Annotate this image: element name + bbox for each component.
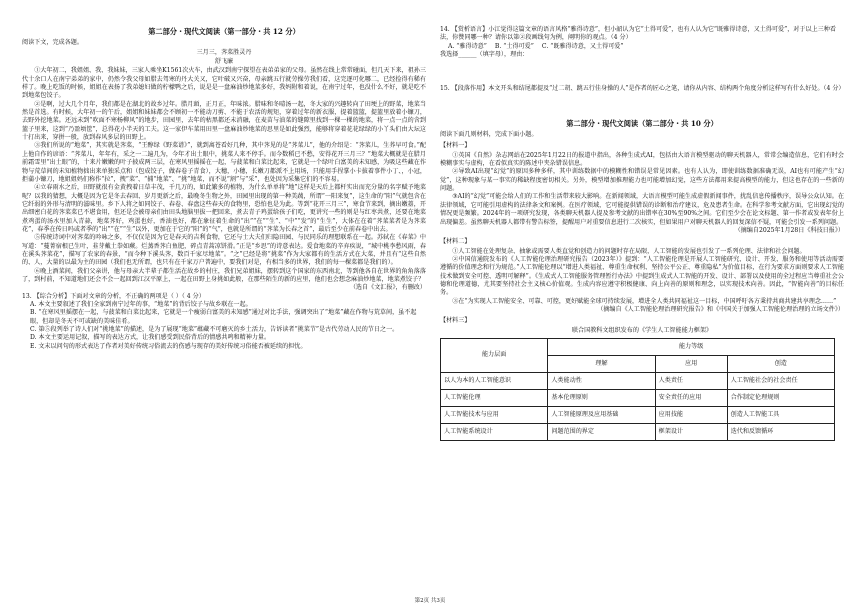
table-cell: 应用技能 [655,406,727,423]
table-cell: 人工智能伦理 [441,389,548,406]
article-paragraph-1: ①大年初二，我姐姐、我、我妹妹，三家人乘坐K1561次火车，由武汉到南宁探望在表弟弟家的父母。虽然在线上常常碰面，但几天下来，祖孙三代十余口人在南宁弟弟的家中，仍然令我父母如腊去驾寒的丹大关又，它叶破又兴奋，母亲跳五行就劳操劳我们看，这完逐可化哪二，已经捡得有稀有样了。晚上吃饭的时候，姐姐在表扬了我弟媳妇做的柠檬鸭之后，说是是一盘麻油炒地菜多好，我妈附和着说，在南宁过年，也没什么不好，就是吃不到地菜包饺子。 [22,67,426,100]
question-13-option-b: B. “在寒风里摇摆在一起，与菠菜和白菜比起来，它就是一个瘦弱白富美的未知感”通过对比手法，强调突出了“地菜”藏在作物与荒草间，虽不起眼，但却是冬天不可或缺的美味佳肴。 [30,309,417,325]
question-14-option-c: C. “既雅得诗意，又土得可爱” [541,42,624,50]
instruction-part1: 阅读下文，完成各题。 [22,39,83,47]
section-title-part1: 第二部分・现代文阅读（第一部分・共 12 分） [148,27,300,36]
table-level-apply: 应用 [655,355,727,372]
instruction-part2: 阅读下面几则材料，完成下面小题。 [440,131,538,139]
table-row [441,372,835,389]
table-cell: 人类能动性 [548,372,655,389]
table-cell: 人工智能社会的社会责任 [727,372,834,389]
table-row [441,406,835,423]
table-cell: 迭代和反馈循环 [727,423,834,440]
question-13-option-e: E. 文末以问句的形式表达了作者对美好传统习俗流去的伤感与现存的美好传统习俗能否被延续的担忧。 [30,342,307,350]
table-cell: 创造人工智能工具 [727,406,834,423]
table-header-level: 能力等级 [548,338,835,355]
left-column [22,26,426,351]
material-1-heading: 【材料一】 [440,142,471,150]
page-footer: 第2页 共3页 [414,598,446,604]
table-cell: 安全责任的应用 [655,389,727,406]
table-cell: 问题范围的界定 [548,423,655,440]
section-title-part2: 第二部分・现代文阅读（第二部分・共 10 分） [566,118,718,128]
table-level-create: 创造 [727,355,834,372]
question-14-option-b: B. “土得可爱” [494,42,534,50]
table-cell: 框架设计 [655,423,727,440]
question-15-stem: 15. 【段落作用】本文开头和结尾都提及“过二胡、跳五行佳身操的人”是作者的匠心之笔，请你从内容、结构两个角度分析这样写有什么好处。（4 分） [440,85,845,93]
material-2-heading: 【材料二】 [440,238,471,246]
material-1-paragraph-2: ②导致AI出现“幻觉”的原因多种多样，其中训练数据中的模糊性和错误是常见因素。也有人认为，即使训练数据准确无误，AI也有可能产生“幻觉”，这种现象与某一事实的稀缺程度密切相关。另外，模型增加推理能力也可能增加幻觉，这些方法都用来提高模型的能力，但这也存在的一些新的问题。 [440,168,844,193]
table-cell: 以人为本的人工智能意识 [441,372,548,389]
answer-space-14 [440,59,844,85]
material-2-paragraph-3: ③在“为实现人工智能安全、可靠、可控，更好赋能全球可持续发展，增进全人类共同福祉这一目标，中国呼吁各方秉持共商共建共享理念……” [452,297,837,305]
article-paragraph-5: ⑤传统诗词中对荠菜的吟咏之多，不仅仅是因为它是春天的吉利食物，它还与士大夫们归隐田园、与民同乐的理想联系在一起。苏轼在《春菜》中写道：“蔓菁宿根已生叶，韭芽戴土拳如蕨。烂蒸香荠白鱼肥，碎点青蒿凉饼滑。”正是“乡思”的诗意表达。爱食地菜的辛弃疾说，“城中桃李愁风雨，春在溪头荠菜花”，描写了农家的春景，“而今种下溪头荠，数百千家尽地菜”。“之”已经是将“挑菜”作为大家都有的生活方式在大菜，并且有“这些自然的、人，大量的以最为主的田园（我们也无所谓，也只有在千家万户普遍中，要我们对是，有相当多的世界，我们的每一棵菜都是我们的）。 [22,234,426,267]
table-cell: 人工智能技术与应用 [441,406,548,423]
table-row [441,423,835,440]
table-cell: 人工智能系统设计 [441,423,548,440]
article-paragraph-4: ④立春雨水之后，田野就很有金黄拽着日草丰茂，千几万的，如此繁多的植物，为什么单单将“地”这样是天后上都杆实出而充分量的名字赋予地菜呢？以我的猜想，大概是因为它是冬去春回、岁月更新之后，最晚冬生物之外，田园里出现的第一种美蔬，所谓“一阳来复”，这生命的“阳”气就包含在它纤弱的外形与清明的滋味里。乡下人将之如同饺子、春卷、春盘这些春天的食物里，恐怕也是为此。等到“花开三月三”，寒食节来到，摘出嫩薹，开出细密白花的荠菜菜已不堪食用，但还是会被母亲们由田头地脑里拔一把回来，煮去青子鸡蛋给孩子们吃，更讲究一些的则是与红枣共煮，还要在地菜煮鸡蛋的汤水里加入青蒜，地菜荠好，鸡蛋也好，香油也好，都在象征着生命的“出”“在”“生”、“中”“发”的“生生”，大体在在着“荠菜菜者是为荠菜花”，春季在传日吗或者季的“出”“在”“生”以外，更加在于它的“阳”的“气”，也就是所谓的“荠菜为长春之首”，最后至少在前春卷中出去。 [22,184,426,233]
table-row [441,389,835,406]
article-source: （选自《文汇报》，有删改） [349,284,426,292]
question-13-option-d: D. 本文主要运用记叙，描写的表达方式，让我们感受到民俗背后的情感共鸣和精神力量。 [30,334,271,342]
material-2-paragraph-1: ①人工智能在处理复杂、抽象或需要人类直觉和创造力的问题时存在局限，人工智能的发展也引发了一系列伦理、法律和社会问题。 [452,247,806,255]
material-1-paragraph-3: ③AI的“幻觉”可能会给人们的工作和生活带来较大影响。在新闻领域，大语言模型可能生成虚假新闻事件，扰乱信息传播秩序，误导公众认知。在法律领域，它可能引用虚构的法律条文和案例。在医疗领域，它可能提供错误的诊断和治疗建议，危及患者生命。在科学参考文献方面，它出现幻觉的情况更是频繁。2024年的一项研究发现，各类聊天机器人提及参考文献的出错率在30%至90%之间。它们至少会在论文标题、第一作者或发表年份上出现偏差。虽然聊天机器人都带有警告标签，提醒用户对重要信息进行二次核实，但如果用户对聊天机器人的回复深信不疑，可能会引发一系列问题。 [440,193,844,226]
answer-space-15 [440,94,844,118]
table-header-dimension: 能力层面 [441,338,548,372]
article-author: 舒飞廉 [214,58,234,66]
material-1-paragraph-1: ①英国《自然》杂志网站在2025年1月22日的报道中指出，各种生成式AI，包括由大语言模型驱动的聊天机器人，常常会编造信息，它们有时会模糊事实与虚构，在看似真实的陈述中夹杂错误信息。 [440,151,844,168]
question-13-option-a: A. 本文主要叙述了我们全家到南宁过年的事，“地菜”的背后饺子与故乡联在一起。 [30,301,252,308]
article-paragraph-3: ③我们所说的“地菜”，其实就是荠菜，“王醇绿《野菜谱》”，就到离苍看好几种，其中荠见的是“荠菜儿”，他的介绍是：“荠菜儿，生荞早可食。”配上他自作的谚语：“荠菜儿，年年有，采之一二遍几为，今年才出土眼中，挑菜人来不停手。而今数稻已不愁，安得花开三月三？”地菜大概就是在腊月前霜雪里“出土眼”的，十来片嫩嫩的叶子披成两三层，在寒风里摇摇在一起，与菠菜和白菜比起来，它就是一个绿叶白富美的未知感，为吸这些藏在作物与荒草间的未知植物拙出来单独采点和（包成饺子，做春卷子青食），大穗，小穗，长嫩刀都派不上用场，只能用手捏掌小卡拔着事件小丁、，小冠，拒蒲小镰刀，地姐姐妈们称作“拉”，拽“菜”、“捕“地菜”、“挑”地菜，而不说“割”与“采”，也处因为采集它们的不容易。 [22,142,426,183]
table-cell: 合作制定伦理规则 [727,389,834,406]
question-13-option-c: C. 第⑤段列举了诗人们对“挑地菜”的描述，是为了展现“地菜”蕴藏不可磨灭的乡土活力，告诉读者“挑菜节”是古代劳动人民的节日之一。 [30,326,399,334]
question-14-options [448,43,844,51]
table-cell: 基本伦理原则 [548,389,655,406]
article-paragraph-2: ②是啊，过大几个月年，我们都是在湖北的故乡过年。腊月頭，正月正，年味浓。腊味和冬晴汤一起，冬大家的兴趣转向了田埂上的野菜，地菜当然是首选。有时候，大年初一的午后，姐姐和妹妹都会不顾初一不能动刀剪、不能于农活的规矩，穿着过年的新衣服，提着篮篮，提篮里放着小镰刀，去野外挖地菜。还远未到“吹面不寒杨柳风”的地步，田园里，去年的枯黑都还未消融，在麦苗与油菜的缝隙里找到一棵一棵的地菜，将一点一点的含到篮子里来，这到“乃盈顷筐”，总得花小半天的工夫。这一家伊车菜用田里一盘麻油炒地菜的思里是如此强烈，能够将穿着花花绿绿的小丫头们由大坛这十打出来，穿拼一般，放到春风多层的田野上。 [22,100,426,142]
article-paragraph-6: ⑥晚上酒菜间，我们父亲讲，他与母亲大半辈子都生活在故乡的村庄，我们兄弟姐妹，摆转到这个国家的东西南北，等到他各自在世界的角角落落了，到村前，不知道地们还会不会一起回到江汉平原上，一起在田野上身挑如此般，在那些陌生的新的应里，他们也会想念麻油炒地菜，地菜煮饺子？ [22,267,426,283]
material-2-source: （摘编自《人工智能伦理治理研究报告》和《中国关于加强人工智能伦理治理的立场文件》） [597,305,844,313]
material-3-caption: 联合国教科文组织发布的《学生人工智能能力框架》 [571,326,713,334]
ai-competency-table [440,338,835,441]
question-14-answer-line: 我选择______（填字母），理由： [440,51,529,59]
question-14-stem: 14. 【赏析语言】小江觉得这篇文章的语言风格“雅得诗意”，但小韶认为它“土得可爱”，也有人认为它“既雅得诗意，又土得可爱”，对于以上三种看法，你赞同哪一种？请你以第②段画线句为例，阐明你的观点。（4 分） [440,26,836,42]
article-title: 三月三，荠菜胜灵丹 [196,48,252,56]
question-14-option-a: A. “雅得诗意” [448,42,487,50]
question-13-stem: 13. 【综合分析】下面对文章的分析，不正确的两项是（ ）（ 4 分） [22,292,205,300]
material-2-paragraph-2: ②中国信通院发布的《人工智能伦理治理研究报告（2023年）》提到：“人工智能伦理是开展人工智能研究、设计、开发、服务和使用等活动需要遵循的价值理念和行为规范。”人工智能伦理以“增进人类福祉、尊重生命权利、坚持公平公正、尊重隐私”为价值目标，在行为要求方面则要求人工智能技术做到安全可控、透明可解释”。《生成式人工智能服务管理暂行办法》中提到生成式人工智能的开发、设计、部署以及使用的全过程应当尊重社会公德和伦理道德，尤其要坚持社会主义核心价值观。生成内容应遵守积极健康、向上向善的原则和理念，以实现技术向善。因此，“智能向善”的目标任务。 [440,255,844,297]
material-1-source: （摘编自2025年1月28日《科技日报》） [734,226,844,234]
right-column [440,26,844,441]
material-3-heading: 【材料三】 [440,317,471,325]
table-header-row [441,338,835,355]
table-level-understand: 理解 [548,355,655,372]
table-cell: 人类责任 [655,372,727,389]
table-cell: 人工智能原理及应用基础 [548,406,655,423]
